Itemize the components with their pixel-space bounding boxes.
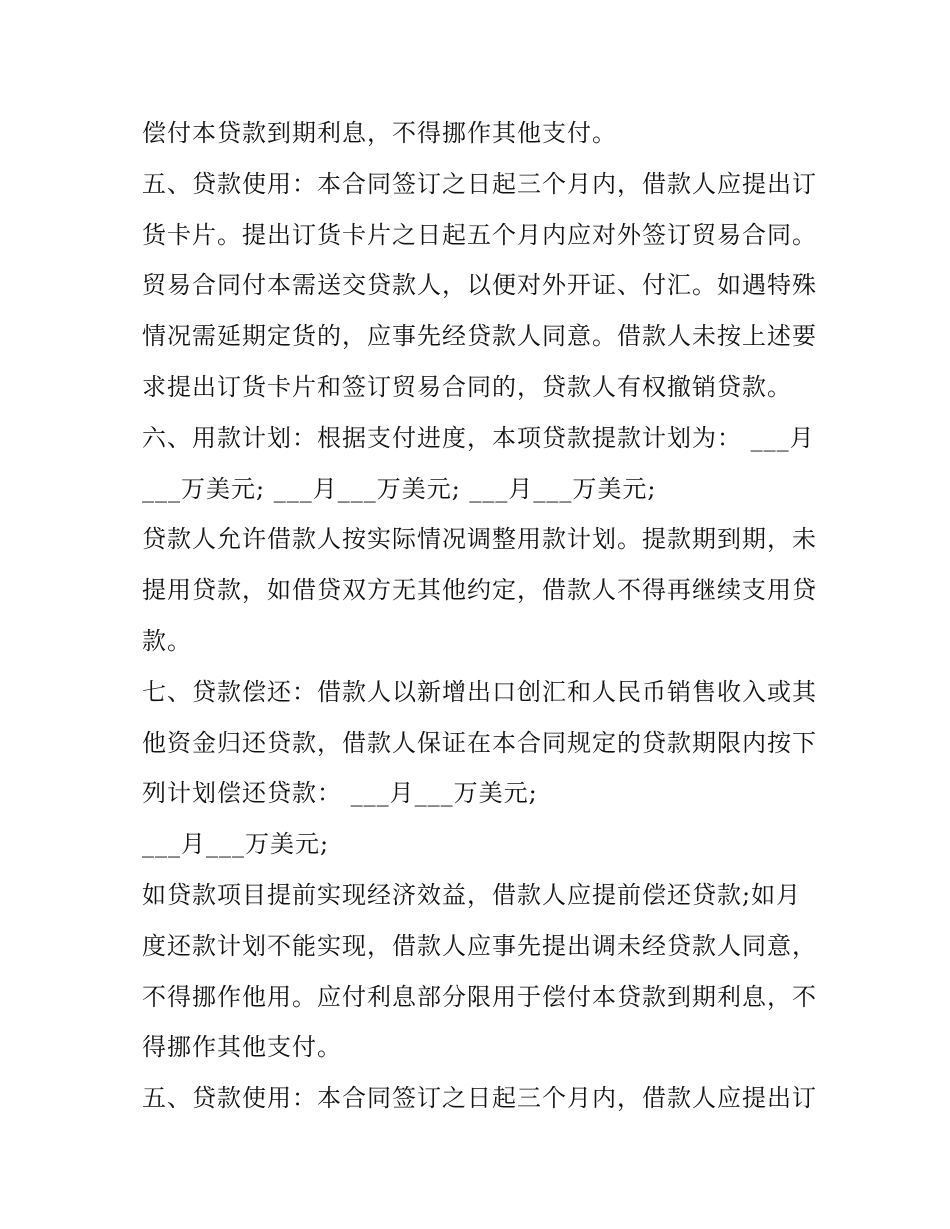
text-line: 得挪作其他支付。 [142,1033,342,1062]
text-line: 列计划偿还贷款： ___月___万美元; [142,779,538,808]
text-line: ___万美元; ___月___万美元; ___月___万美元; [142,474,657,503]
text-line: 不得挪作他用。应付利息部分限用于偿付本贷款到期利息，不 [142,982,817,1011]
text-line: 他资金归还贷款，借款人保证在本合同规定的贷款期限内按下 [142,728,817,757]
document-body [142,108,817,1124]
text-line: 七、贷款偿还：借款人以新增出口创汇和人民币销售收入或其 [142,677,817,706]
text-line: 情况需延期定货的，应事先经贷款人同意。借款人未按上述要 [142,322,817,351]
text-line: 度还款计划不能实现，借款人应事先提出调未经贷款人同意， [142,931,817,960]
text-line: 六、用款计划：根据支付进度，本项贷款提款计划为： ___月 [142,423,815,452]
text-line: 款。 [142,626,192,655]
text-line: 贷款人允许借款人按实际情况调整用款计划。提款期到期，未 [142,525,817,554]
text-line: 求提出订货卡片和签订贸易合同的，贷款人有权撤销贷款。 [142,372,792,401]
text-line: 提用贷款，如借贷双方无其他约定，借款人不得再继续支用贷 [142,576,817,605]
text-line: 贸易合同付本需送交贷款人，以便对外开证、付汇。如遇特殊 [142,271,817,300]
text-line: ___月___万美元; [142,830,330,859]
text-line: 货卡片。提出订货卡片之日起五个月内应对外签订贸易合同。 [142,220,817,249]
text-line: 偿付本贷款到期利息，不得挪作其他支付。 [142,119,617,147]
text-line: 如贷款项目提前实现经济效益，借款人应提前偿还贷款;如月 [142,880,802,909]
text-line: 五、贷款使用：本合同签订之日起三个月内，借款人应提出订 [142,1084,817,1113]
text-line: 五、贷款使用：本合同签订之日起三个月内，借款人应提出订 [142,169,817,198]
